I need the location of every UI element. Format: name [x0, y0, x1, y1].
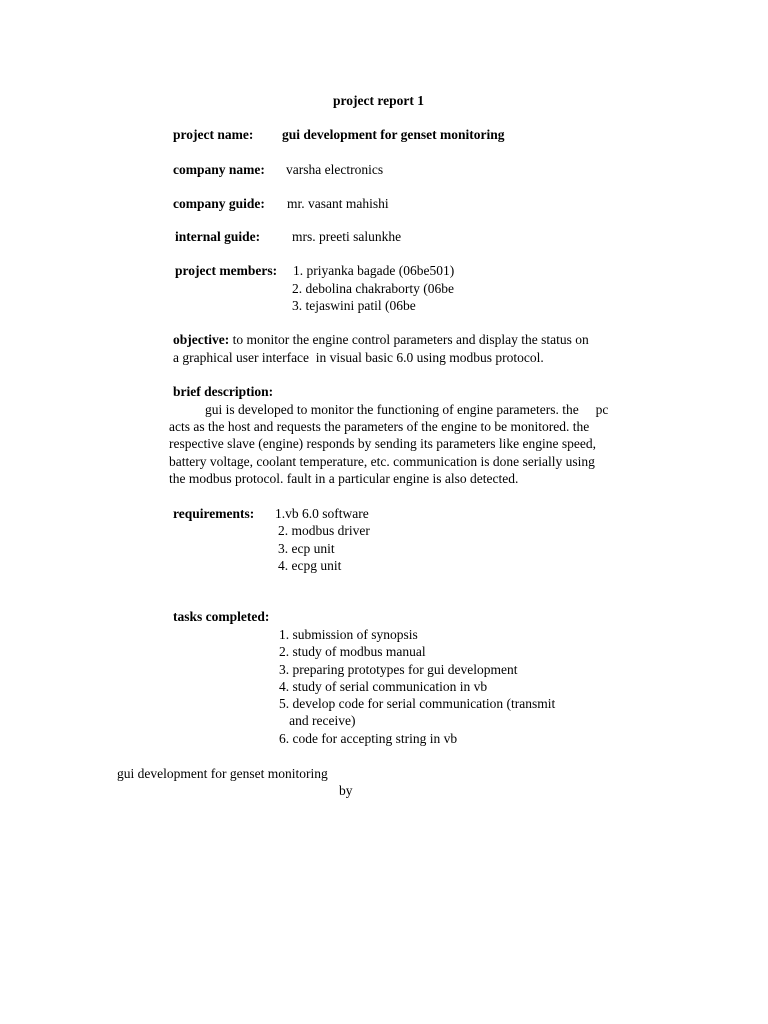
- company-guide-value: mr. vasant mahishi: [287, 196, 389, 211]
- objective-text-line2: a graphical user interface in visual basic 6.0 using modbus protocol.: [173, 350, 544, 365]
- brief-description-line: respective slave (engine) responds by sending its parameters like engine speed,: [169, 436, 596, 451]
- task-item: 1. submission of synopsis: [279, 627, 418, 642]
- company-name-label: company name:: [173, 162, 265, 177]
- requirement-item: 4. ecpg unit: [278, 558, 342, 573]
- internal-guide-value: mrs. preeti salunkhe: [292, 229, 402, 244]
- objective-text-line1: to monitor the engine control parameters and display the status on: [229, 332, 589, 347]
- brief-description-line: battery voltage, coolant temperature, etc. communication is done serially using: [169, 454, 595, 469]
- task-item: 3. preparing prototypes for gui development: [279, 662, 518, 677]
- task-item: 2. study of modbus manual: [279, 644, 426, 659]
- project-name-label: project name:: [173, 127, 254, 142]
- requirement-item: 2. modbus driver: [278, 523, 370, 538]
- project-member-item: 1. priyanka bagade (06be501): [293, 263, 455, 278]
- company-name-value: varsha electronics: [286, 162, 384, 177]
- requirement-item: 1.vb 6.0 software: [275, 506, 369, 521]
- objective-paragraph: [173, 331, 589, 348]
- task-item: and receive): [279, 713, 356, 728]
- tasks-completed-label: tasks completed:: [173, 609, 270, 624]
- task-item: 5. develop code for serial communication (transmit: [279, 696, 556, 711]
- task-item: 6. code for accepting string in vb: [279, 731, 458, 746]
- company-guide-label: company guide:: [173, 196, 265, 211]
- project-member-item: 2. debolina chakraborty (06be: [292, 281, 454, 296]
- brief-description-line: acts as the host and requests the parameters of the engine to be monitored. the: [169, 419, 590, 434]
- requirement-item: 3. ecp unit: [278, 541, 335, 556]
- task-item: 4. study of serial communication in vb: [279, 679, 488, 694]
- footer-by: by: [339, 783, 353, 798]
- report-title: project report 1: [333, 93, 424, 108]
- brief-description-line: the modbus protocol. fault in a particular engine is also detected.: [169, 471, 519, 486]
- requirements-label: requirements:: [173, 506, 255, 521]
- brief-description-label: brief description:: [173, 384, 274, 399]
- footer-title: gui development for genset monitoring: [117, 766, 328, 781]
- internal-guide-label: internal guide:: [175, 229, 261, 244]
- project-name-value: gui development for genset monitoring: [282, 127, 505, 142]
- brief-description-line: gui is developed to monitor the functioning of engine parameters. the pc: [205, 402, 609, 417]
- project-members-label: project members:: [175, 263, 278, 278]
- project-member-item: 3. tejaswini patil (06be: [292, 298, 416, 313]
- objective-label: objective:: [173, 332, 230, 347]
